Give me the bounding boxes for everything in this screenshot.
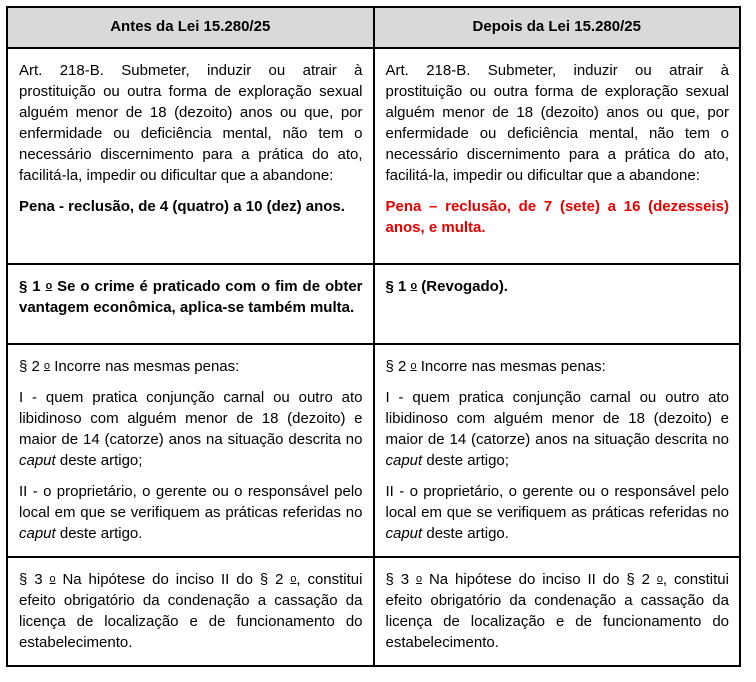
row-paragraph-1 — [7, 264, 740, 344]
text-run: § 3 — [385, 571, 417, 589]
paragraph — [19, 276, 363, 318]
text-run: § 1 — [19, 278, 46, 296]
paragraph — [19, 356, 363, 377]
text-run: , constitui efeito obrigatório da condenação a cassação da licença de localização e de funcionamento do estabelecimento. — [19, 571, 363, 652]
cell-article-before — [7, 48, 374, 264]
ordinal-indicator: o — [410, 280, 418, 292]
table-header-row — [7, 7, 740, 48]
text-run: § 1 — [385, 278, 411, 296]
text-run: Incorre nas mesmas penas: — [50, 358, 240, 376]
text-run: deste artigo. — [422, 525, 509, 543]
text-run: § 2 — [385, 358, 411, 376]
table-body — [7, 48, 740, 666]
cell-article-after — [374, 48, 741, 264]
text-run: caput — [19, 452, 56, 470]
cell-paragraph2-before — [7, 344, 374, 557]
ordinal-indicator: o — [416, 573, 423, 586]
text-run: , constitui efeito obrigatório da condenação a cassação da licença de localização e de funcionamento do estabelecimento. — [385, 571, 729, 652]
text-run: Se o crime é praticado com o fim de obter vantagem econômica, aplica-se também multa. — [19, 278, 363, 317]
paragraph — [386, 569, 730, 653]
text-run: Pena - reclusão, de 4 (quatro) a 10 (dez) anos. — [19, 198, 345, 215]
paragraph — [386, 387, 730, 471]
paragraph — [386, 356, 730, 377]
text-run: I - quem pratica conjunção carnal ou outro ato libidinoso com alguém menor de 18 (dezoito) e maior de 14 (catorze) anos na situação descrita no — [385, 389, 729, 449]
text-run: Pena – reclusão, de 7 (sete) a 16 (dezesseis) anos, e multa. — [385, 198, 729, 236]
paragraph — [386, 276, 730, 297]
paragraph — [19, 481, 363, 544]
text-run: (Revogado). — [417, 278, 508, 296]
text-run: § 2 — [19, 358, 45, 376]
cell-paragraph3-after — [374, 557, 741, 666]
text-run: Art. 218-B. Submeter, induzir ou atrair à prostituição ou outra forma de exploração sexual alguém menor de 18 (dezoito) anos ou que, por enfermidade ou deficiência mental, não tem o necessário discernimento para a prática do ato, facilitá-la, impedir ou dificultar que a abandone: — [385, 62, 729, 184]
paragraph — [19, 196, 363, 217]
text-run: Art. 218-B. Submeter, induzir ou atrair à prostituição ou outra forma de exploração sexual alguém menor de 18 (dezoito) anos ou que, por enfermidade ou deficiência mental, não tem o necessário discernimento para a prática do ato, facilitá-la, impedir ou dificultar que a abandone: — [19, 62, 363, 184]
cell-paragraph2-after — [374, 344, 741, 557]
text-run: II - o proprietário, o gerente ou o responsável pelo local em que se verifiquem as práticas referidas no — [19, 483, 363, 522]
ordinal-indicator: o — [290, 573, 297, 586]
text-run: deste artigo; — [55, 452, 143, 470]
cell-paragraph3-before — [7, 557, 374, 666]
table-head — [7, 7, 740, 48]
ordinal-indicator: o — [410, 360, 417, 372]
text-run: caput — [385, 525, 423, 543]
text-run: § 3 — [19, 571, 50, 589]
column-header-after-law: Depois da Lei 15.280/25 — [374, 7, 741, 48]
text-run: deste artigo; — [422, 452, 509, 470]
text-run: II - o proprietário, o gerente ou o responsável pelo local em que se verifiquem as práticas referidas no — [385, 483, 729, 522]
text-run: deste artigo. — [55, 525, 143, 543]
text-run: Na hipótese do inciso II do § 2 — [55, 571, 291, 589]
law-comparison-table — [6, 6, 741, 667]
cell-paragraph1-after — [374, 264, 741, 344]
row-paragraph-2 — [7, 344, 740, 557]
paragraph — [19, 387, 363, 471]
row-article-218b — [7, 48, 740, 264]
paragraph — [386, 481, 730, 544]
text-run: Na hipótese do inciso II do § 2 — [422, 571, 657, 589]
paragraph — [19, 569, 363, 653]
row-paragraph-3 — [7, 557, 740, 666]
text-run: caput — [385, 452, 423, 470]
paragraph — [386, 60, 730, 186]
text-run: I - quem pratica conjunção carnal ou outro ato libidinoso com alguém menor de 18 (dezoito) e maior de 14 (catorze) anos na situação descrita no — [19, 389, 363, 449]
ordinal-indicator: o — [49, 573, 56, 586]
ordinal-indicator: o — [44, 360, 51, 372]
cell-paragraph1-before — [7, 264, 374, 344]
paragraph — [386, 196, 730, 238]
paragraph — [19, 60, 363, 186]
column-header-before-law: Antes da Lei 15.280/25 — [7, 7, 374, 48]
ordinal-indicator: o — [656, 573, 663, 586]
ordinal-indicator: o — [45, 280, 53, 292]
text-run: Incorre nas mesmas penas: — [416, 358, 606, 376]
text-run: caput — [19, 525, 56, 543]
